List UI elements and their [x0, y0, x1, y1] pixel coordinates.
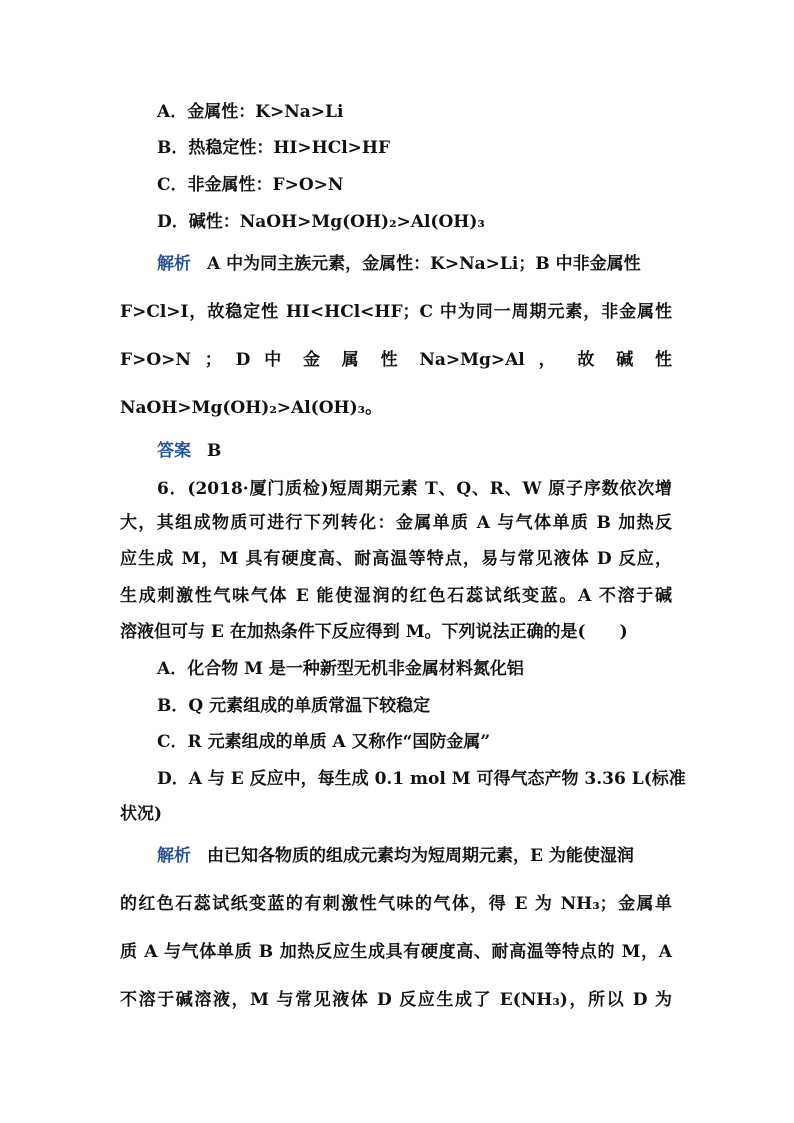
q5-analysis-line-2: F>Cl>I，故稳定性 HI<HCl<HF；C 中为同一周期元素，非金属性 — [120, 302, 672, 322]
q6-option-c: C．R 元素组成的单质 A 又称作“国防金属” — [157, 732, 491, 752]
q5-answer-value: B — [207, 441, 222, 461]
q6-analysis-text-1: 由已知各物质的组成元素均为短周期元素，E 为能使湿润 — [207, 846, 634, 866]
q6-stem-line-4: 生成刺激性气味气体 E 能使湿润的红色石蕊试纸变蓝。A 不溶于碱 — [120, 586, 672, 606]
q6-option-d: D．A 与 E 反应中，每生成 0.1 mol M 可得气态产物 3.36 L(标准 — [157, 769, 686, 789]
q6-stem-line-5: 溶液但可与 E 在加热条件下反应得到 M。下列说法正确的是( ) — [120, 622, 628, 642]
q5-analysis-text-1: A 中为同主族元素，金属性：K>Na>Li；B 中非金属性 — [207, 254, 641, 274]
q5-option-c: C．非金属性：F>O>N — [157, 175, 344, 195]
q6-analysis-line-3: 质 A 与气体单质 B 加热反应生成具有硬度高、耐高温等特点的 M，A — [120, 942, 672, 962]
q6-stem-line-1: 6．(2018·厦门质检)短周期元素 T、Q、R、W 原子序数依次增 — [157, 479, 672, 499]
q5-answer — [157, 436, 672, 461]
q6-option-b: B．Q 元素组成的单质常温下较稳定 — [157, 696, 431, 716]
q5-analysis-label: 解析 — [157, 254, 191, 274]
q5-option-a: A．金属性：K>Na>Li — [157, 102, 344, 122]
q6-stem-line-3: 应生成 M，M 具有硬度高、耐高温等特点，易与常见液体 D 反应， — [120, 549, 672, 569]
q6-option-a: A．化合物 M 是一种新型无机非金属材料氮化铝 — [157, 659, 524, 679]
q5-analysis-line-4: NaOH>Mg(OH)₂>Al(OH)₃。 — [120, 398, 383, 418]
q6-option-d-cont: 状况) — [120, 804, 163, 824]
q6-analysis-line-1 — [157, 841, 672, 866]
q5-option-b: B．热稳定性：HI>HCl>HF — [157, 138, 391, 158]
q5-option-d: D．碱性：NaOH>Mg(OH)₂>Al(OH)₃ — [157, 212, 485, 232]
q6-analysis-line-4: 不溶于碱溶液，M 与常见液体 D 反应生成了 E(NH₃)，所以 D 为 — [120, 990, 672, 1010]
q6-analysis-label: 解析 — [157, 846, 191, 866]
q5-analysis-line-3: F>O>N ； D 中 金 属 性 Na>Mg>Al ， 故 碱 性 — [120, 350, 672, 370]
q5-analysis-line-1 — [157, 249, 672, 274]
q5-answer-label: 答案 — [157, 441, 191, 461]
q6-analysis-line-2: 的红色石蕊试纸变蓝的有刺激性气味的气体，得 E 为 NH₃；金属单 — [120, 894, 672, 914]
q6-stem-line-2: 大，其组成物质可进行下列转化：金属单质 A 与气体单质 B 加热反 — [120, 513, 672, 533]
